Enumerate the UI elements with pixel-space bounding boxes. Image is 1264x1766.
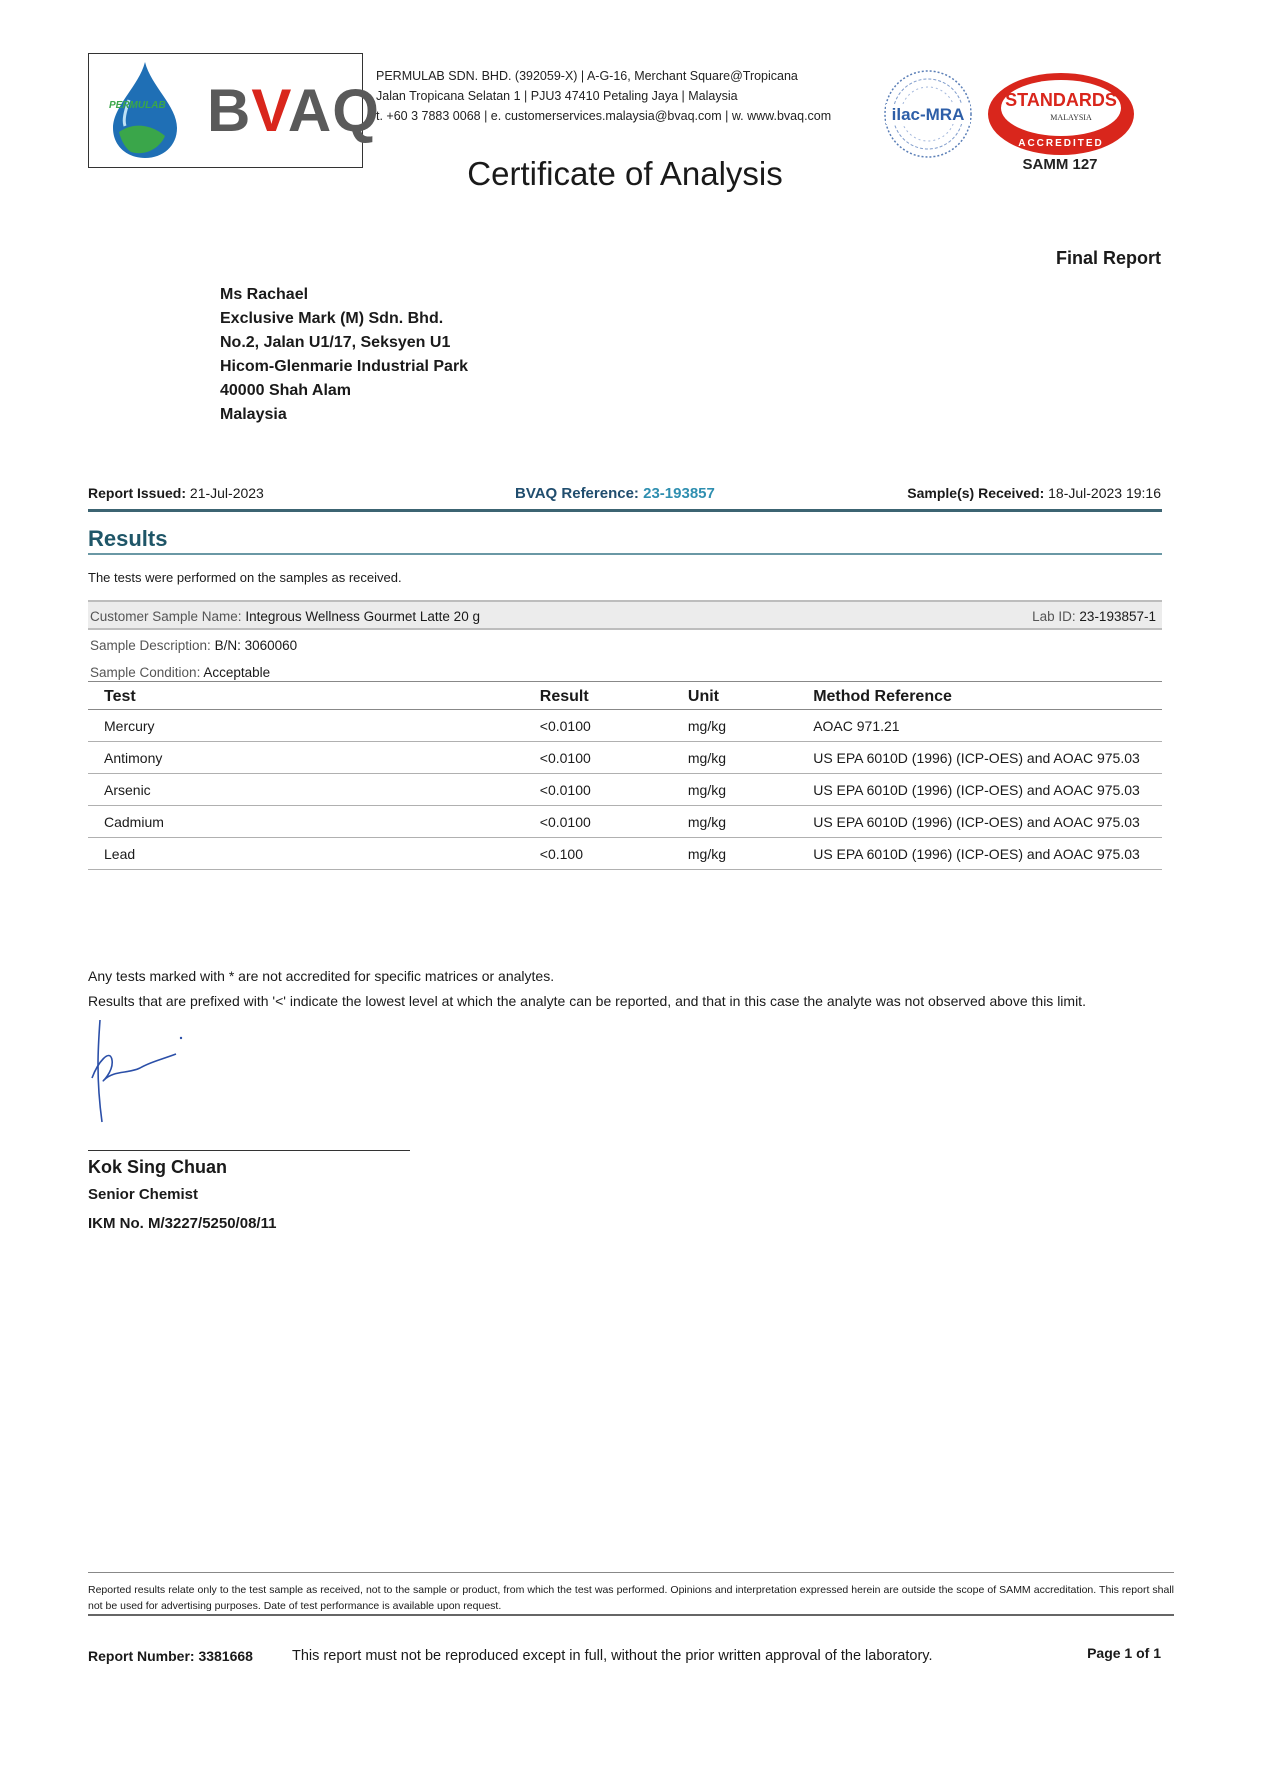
sample-received-value: 18-Jul-2023 19:16 [1048, 485, 1161, 501]
company-logo [88, 53, 380, 168]
bvaq-reference [515, 485, 715, 502]
results-table [88, 681, 1162, 870]
bvaq-reference-value: 23-193857 [643, 485, 715, 502]
column-header-result: Result [540, 682, 688, 710]
standards-country: MALAYSIA [1050, 113, 1092, 122]
table-row [88, 774, 1162, 806]
signatory-name: Kok Sing Chuan [88, 1157, 227, 1177]
lab-id-value: 23-193857-1 [1079, 609, 1156, 624]
sample-description [90, 638, 297, 653]
sample-description-value: B/N: 3060060 [214, 638, 298, 653]
reproduction-note: This report must not be reproduced except in full, without the prior written approval of the laboratory. [292, 1648, 933, 1664]
report-issued-value: 21-Jul-2023 [189, 485, 264, 501]
test-name: Antimony [88, 742, 540, 774]
test-name: Cadmium [88, 806, 540, 838]
bvaq-reference-label: BVAQ Reference: [515, 485, 639, 502]
accreditation-footnote: Any tests marked with * are not accredited for specific matrices or analytes. [88, 968, 555, 984]
address-country: Malaysia [220, 406, 287, 423]
table-row [88, 710, 1162, 742]
test-method: US EPA 6010D (1996) (ICP-OES) and AOAC 975.03 [813, 742, 1162, 774]
test-unit: mg/kg [688, 774, 813, 806]
sample-condition-value: Acceptable [203, 665, 271, 680]
column-header-unit: Unit [688, 682, 813, 710]
test-result: <0.0100 [540, 742, 688, 774]
address-line: Hicom-Glenmarie Industrial Park [220, 358, 469, 375]
sample-condition [90, 665, 270, 680]
sample-name-value: Integrous Wellness Gourmet Latte 20 g [245, 609, 480, 624]
report-issued [88, 485, 264, 501]
ilac-text: ilac-MRA [891, 105, 965, 124]
address-line: No.2, Jalan U1/17, Seksyen U1 [220, 334, 451, 351]
divider [88, 1572, 1174, 1573]
lab-address-line: Jalan Tropicana Selatan 1 | PJU3 47410 Petaling Jaya | Malaysia [376, 89, 738, 103]
test-name: Lead [88, 838, 540, 870]
sample-received [907, 485, 1161, 501]
lab-id-label: Lab ID: [1032, 609, 1076, 624]
recipient-company: Exclusive Mark (M) Sdn. Bhd. [220, 310, 444, 327]
recipient-name: Ms Rachael [220, 286, 309, 303]
standards-text: STANDARDS [1005, 90, 1117, 110]
test-result: <0.0100 [540, 806, 688, 838]
page-number: Page 1 of 1 [1087, 1645, 1161, 1661]
limit-footnote: Results that are prefixed with '<' indicate the lowest level at which the analyte can be reported, and that in this case the analyte was not observed above this limit. [88, 993, 1086, 1009]
logo-wordmark: BVAQ [207, 77, 380, 144]
sample-name [90, 609, 480, 624]
signature-line [88, 1150, 410, 1151]
test-method: US EPA 6010D (1996) (ICP-OES) and AOAC 975.03 [813, 838, 1162, 870]
page-title: Certificate of Analysis [467, 155, 783, 192]
signatory-ikm-number: IKM No. M/3227/5250/08/11 [88, 1215, 277, 1232]
test-method: AOAC 971.21 [813, 710, 1162, 742]
test-unit: mg/kg [688, 710, 813, 742]
divider [88, 553, 1162, 555]
results-heading: Results [88, 526, 168, 551]
test-name: Arsenic [88, 774, 540, 806]
report-issued-label: Report Issued: [88, 485, 187, 501]
sample-description-label: Sample Description: [90, 638, 211, 653]
lab-address-line: PERMULAB SDN. BHD. (392059-X) | A-G-16, Merchant Square@Tropicana [376, 69, 798, 83]
samm-number: SAMM 127 [1022, 156, 1098, 173]
test-unit: mg/kg [688, 742, 813, 774]
lab-contact-line: t. +60 3 7883 0068 | e. customerservices.malaysia@bvaq.com | w. www.bvaq.com [376, 109, 832, 123]
handwritten-signature [88, 1018, 188, 1128]
standards-accredited: ACCREDITED [1018, 138, 1104, 149]
test-method: US EPA 6010D (1996) (ICP-OES) and AOAC 975.03 [813, 774, 1162, 806]
logo-sub-brand: PERMULAB [109, 100, 166, 111]
report-number: Report Number: 3381668 [88, 1648, 253, 1664]
column-header-test: Test [88, 682, 540, 710]
table-header-row [88, 682, 1162, 710]
sample-name-bar [88, 600, 1162, 630]
sample-condition-label: Sample Condition: [90, 665, 201, 680]
lab-contact-info [376, 66, 831, 126]
tests-performed-note: The tests were performed on the samples as received. [88, 570, 402, 585]
signatory-title: Senior Chemist [88, 1186, 199, 1203]
sample-name-label: Customer Sample Name: [90, 609, 242, 624]
test-result: <0.0100 [540, 774, 688, 806]
report-status: Final Report [1055, 248, 1161, 268]
sample-received-label: Sample(s) Received: [907, 485, 1045, 501]
test-name: Mercury [88, 710, 540, 742]
ilac-mra-logo-icon [882, 68, 974, 160]
column-header-method: Method Reference [813, 682, 1162, 710]
standards-malaysia-logo-icon [985, 70, 1137, 158]
table-row [88, 806, 1162, 838]
footer-disclaimer: Reported results relate only to the test sample as received, not to the sample or product, from which the test was performed. Opinions and interpretation expressed herein are outside the scope of SAMM accreditation. This report shall not be used for advertising purposes. Date of test performance is available upon request. [88, 1584, 1174, 1612]
table-row [88, 838, 1162, 870]
test-unit: mg/kg [688, 806, 813, 838]
lab-id [1032, 609, 1156, 624]
recipient-address [220, 283, 468, 427]
test-method: US EPA 6010D (1996) (ICP-OES) and AOAC 975.03 [813, 806, 1162, 838]
divider [88, 1614, 1174, 1616]
address-line: 40000 Shah Alam [220, 382, 352, 399]
test-unit: mg/kg [688, 838, 813, 870]
test-result: <0.100 [540, 838, 688, 870]
divider [88, 509, 1162, 512]
table-row [88, 742, 1162, 774]
test-result: <0.0100 [540, 710, 688, 742]
